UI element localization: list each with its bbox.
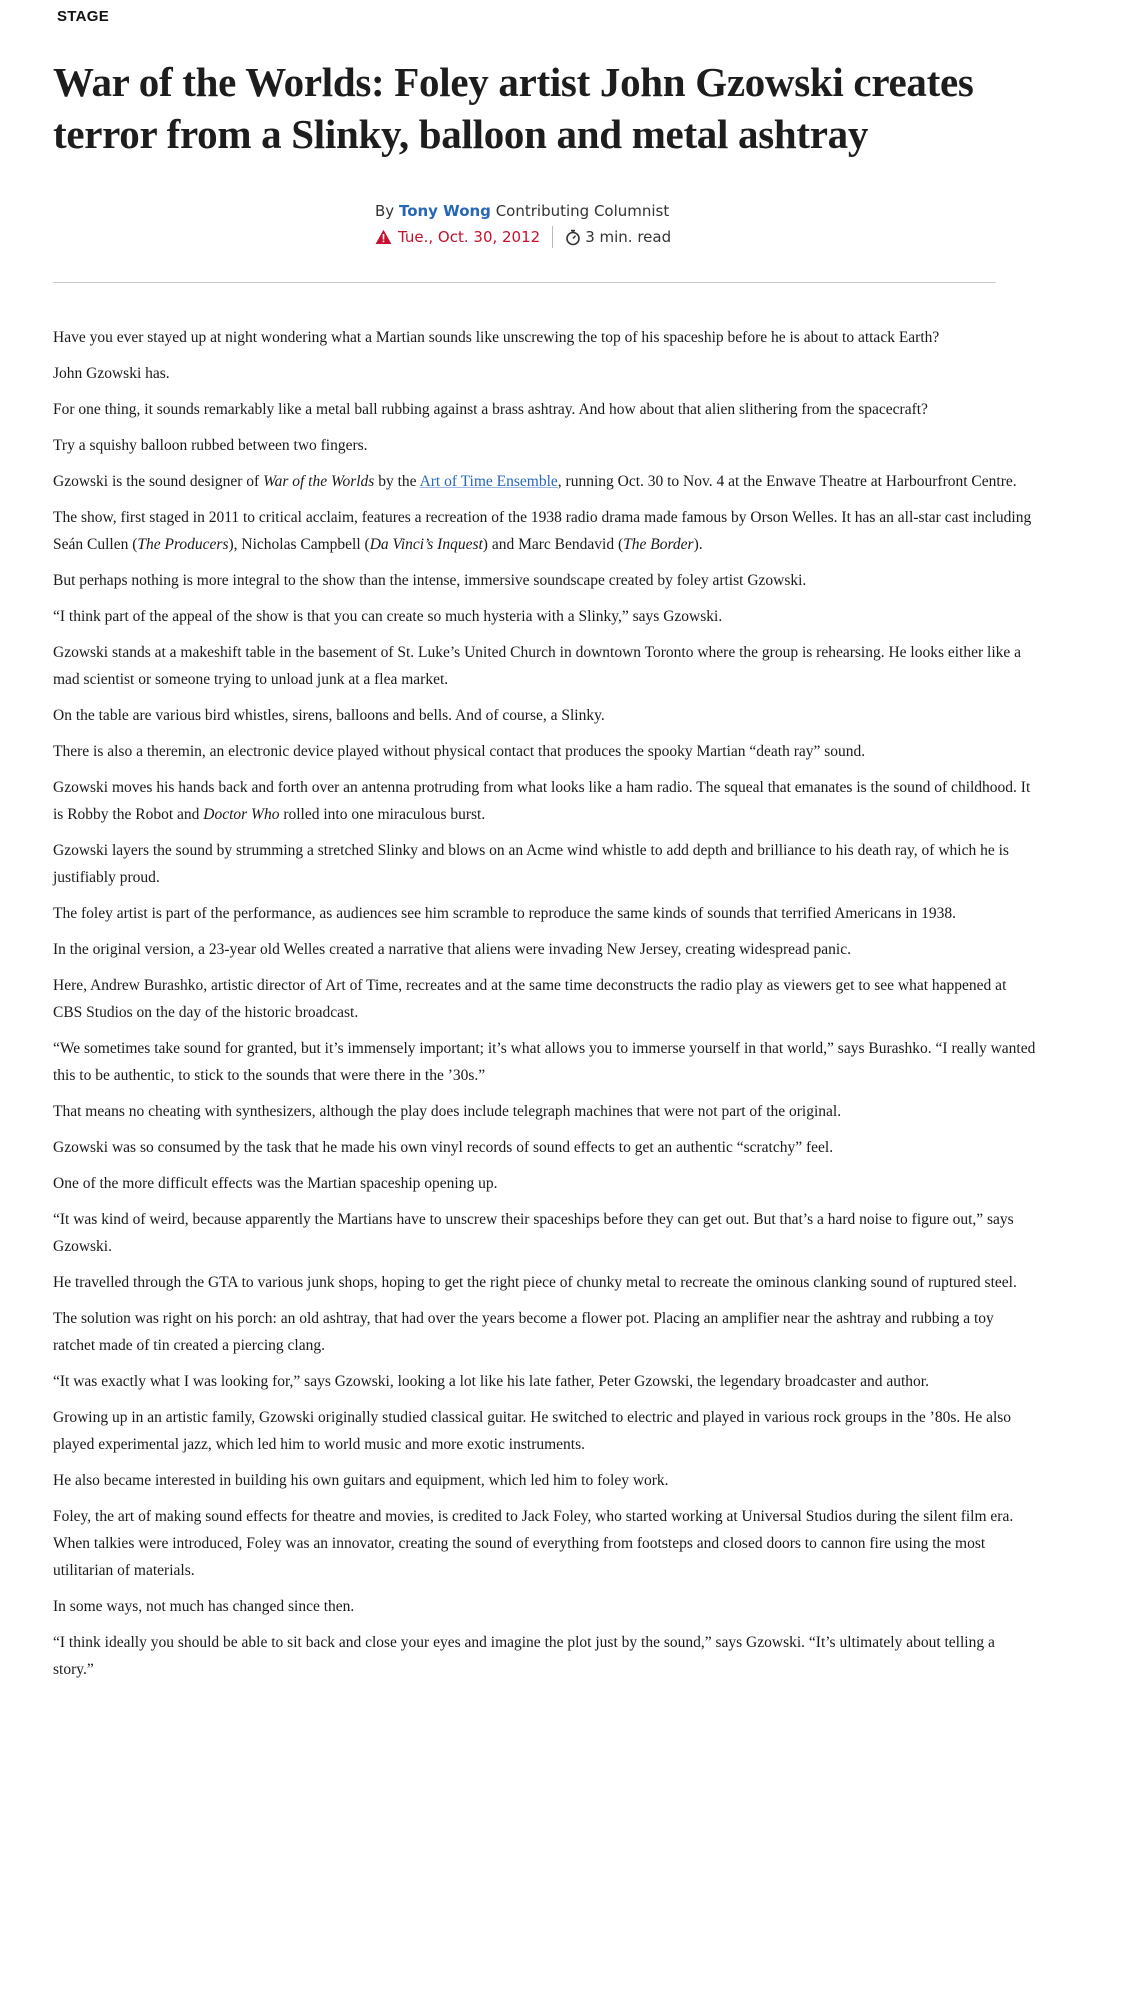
paragraph-text: , running Oct. 30 to Nov. 4 at the Enwave Theatre at Harbourfront Centre. (557, 473, 1017, 490)
paragraph: “I think ideally you should be able to sit back and close your eyes and imagine the plot just by the sound,” says Gzowski. “It’s ultimately about telling a story.” (53, 1634, 995, 1678)
paragraph: He also became interested in building his own guitars and equipment, which led him to foley work. (53, 1472, 669, 1489)
paragraph: Foley, the art of making sound effects for theatre and movies, is credited to Jack Foley, who started working at Universal Studios during the silent film era. When talkies were introduced, Foley was an innovator, creating the sound of everything from footsteps and closed doors to cannon fire using the most utilitarian of materials. (53, 1508, 1014, 1579)
paragraph: Have you ever stayed up at night wondering what a Martian sounds like unscrewing the top of his spaceship before he is about to attack Earth? (53, 329, 940, 346)
paragraph: Growing up in an artistic family, Gzowski originally studied classical guitar. He switched to electric and played in various rock groups in the ’80s. He also played experimental jazz, which led him to world music and more exotic instruments. (53, 1409, 1012, 1453)
paragraph: Gzowski layers the sound by strumming a stretched Slinky and blows on an Acme wind whistle to add depth and brilliance to his death ray, of which he is justifiably proud. (53, 842, 1009, 886)
meta-divider (552, 226, 553, 248)
read-time: 3 min. read (585, 228, 672, 246)
paragraph-text: by the (374, 473, 420, 490)
paragraph-text: ), Nicholas Campbell ( (228, 536, 370, 553)
paragraph: “We sometimes take sound for granted, but it’s immensely important; it’s what allows you to immerse yourself in that world,” says Burashko. “I really wanted this to be authentic, to stick to the sounds that were there in the ’30s.” (53, 1040, 1036, 1084)
alert-triangle-icon (375, 229, 392, 245)
author-link[interactable]: Tony Wong (398, 202, 491, 220)
article-body (53, 324, 1038, 1692)
paragraph: He travelled through the GTA to various junk shops, hoping to get the right piece of chunky metal to recreate the ominous clanking sound of ruptured steel. (53, 1274, 1017, 1291)
paragraph: Here, Andrew Burashko, artistic director of Art of Time, recreates and at the same time deconstructs the radio play as viewers get to see what happened at CBS Studios on the day of the historic broadcast. (53, 977, 1007, 1021)
publish-date: Tue., Oct. 30, 2012 (398, 228, 541, 246)
paragraph: Gzowski was so consumed by the task that he made his own vinyl records of sound effects to get an authentic “scratchy” feel. (53, 1139, 834, 1156)
paragraph-text: ) and Marc Bendavid ( (482, 536, 624, 553)
paragraph: On the table are various bird whistles, sirens, balloons and bells. And of course, a Slinky. (53, 707, 605, 724)
credit-title: Da Vinci’s Inquest (369, 536, 483, 553)
paragraph: In the original version, a 23-year old Welles created a narrative that aliens were invading New Jersey, creating widespread panic. (53, 941, 851, 958)
paragraph: Gzowski stands at a makeshift table in the basement of St. Luke’s United Church in downtown Toronto where the group is rehearsing. He looks either like a mad scientist or someone trying to unload junk at a flea market. (53, 644, 1022, 688)
paragraph (53, 504, 1038, 558)
paragraph: But perhaps nothing is more integral to the show than the intense, immersive soundscape created by foley artist Gzowski. (53, 572, 807, 589)
paragraph (53, 774, 1038, 828)
paragraph: “It was kind of weird, because apparently the Martians have to unscrew their spaceships before they can get out. But that’s a hard noise to figure out,” says Gzowski. (53, 1211, 1014, 1255)
section-label[interactable]: STAGE (57, 8, 110, 25)
paragraph: Try a squishy balloon rubbed between two fingers. (53, 437, 368, 454)
header-divider (53, 282, 996, 283)
paragraph: One of the more difficult effects was the Martian spaceship opening up. (53, 1175, 498, 1192)
byline (375, 201, 669, 221)
headline: War of the Worlds: Foley artist John Gzowski creates terror from a Slinky, balloon and metal ashtray (53, 59, 974, 157)
paragraph: The solution was right on his porch: an old ashtray, that had over the years become a flower pot. Placing an amplifier near the ashtray and rubbing a toy ratchet made of tin created a piercing clang. (53, 1310, 994, 1354)
show-title: Doctor Who (203, 806, 280, 823)
paragraph: “I think part of the appeal of the show is that you can create so much hysteria with a Slinky,” says Gzowski. (53, 608, 723, 625)
byline-prefix: By (375, 202, 395, 220)
paragraph: There is also a theremin, an electronic device played without physical contact that produces the spooky Martian “death ray” sound. (53, 743, 866, 760)
paragraph-text: Gzowski is the sound designer of (53, 473, 264, 490)
paragraph: The foley artist is part of the performance, as audiences see him scramble to reproduce the same kinds of sounds that terrified Americans in 1938. (53, 905, 957, 922)
stopwatch-icon (565, 229, 581, 246)
credit-title: The Border (623, 536, 694, 553)
paragraph-text: rolled into one miraculous burst. (279, 806, 486, 823)
paragraph: For one thing, it sounds remarkably like a metal ball rubbing against a brass ashtray. And how about that alien slithering from the spacecraft? (53, 401, 928, 418)
article-meta (375, 226, 671, 248)
paragraph-text: The show, first staged in 2011 to critical acclaim, features a recreation of the 1938 radio drama made famous by Orson Welles. It has an all-star cast including Seán Cullen ( (53, 509, 1032, 553)
show-title: War of the Worlds (263, 473, 375, 490)
paragraph: John Gzowski has. (53, 365, 170, 382)
author-role: Contributing Columnist (495, 202, 670, 220)
art-of-time-ensemble-link[interactable]: Art of Time Ensemble (419, 473, 558, 490)
paragraph: In some ways, not much has changed since then. (53, 1598, 355, 1615)
credit-title: The Producers (137, 536, 229, 553)
paragraph: That means no cheating with synthesizers, although the play does include telegraph machines that were not part of the original. (53, 1103, 842, 1120)
paragraph-text: Gzowski moves his hands back and forth over an antenna protruding from what looks like a ham radio. The squeal that emanates is the sound of childhood. It is Robby the Robot and (53, 779, 1031, 823)
paragraph: “It was exactly what I was looking for,” says Gzowski, looking a lot like his late father, Peter Gzowski, the legendary broadcaster and author. (53, 1373, 929, 1390)
paragraph-text: ). (693, 536, 703, 553)
paragraph (53, 468, 1038, 495)
